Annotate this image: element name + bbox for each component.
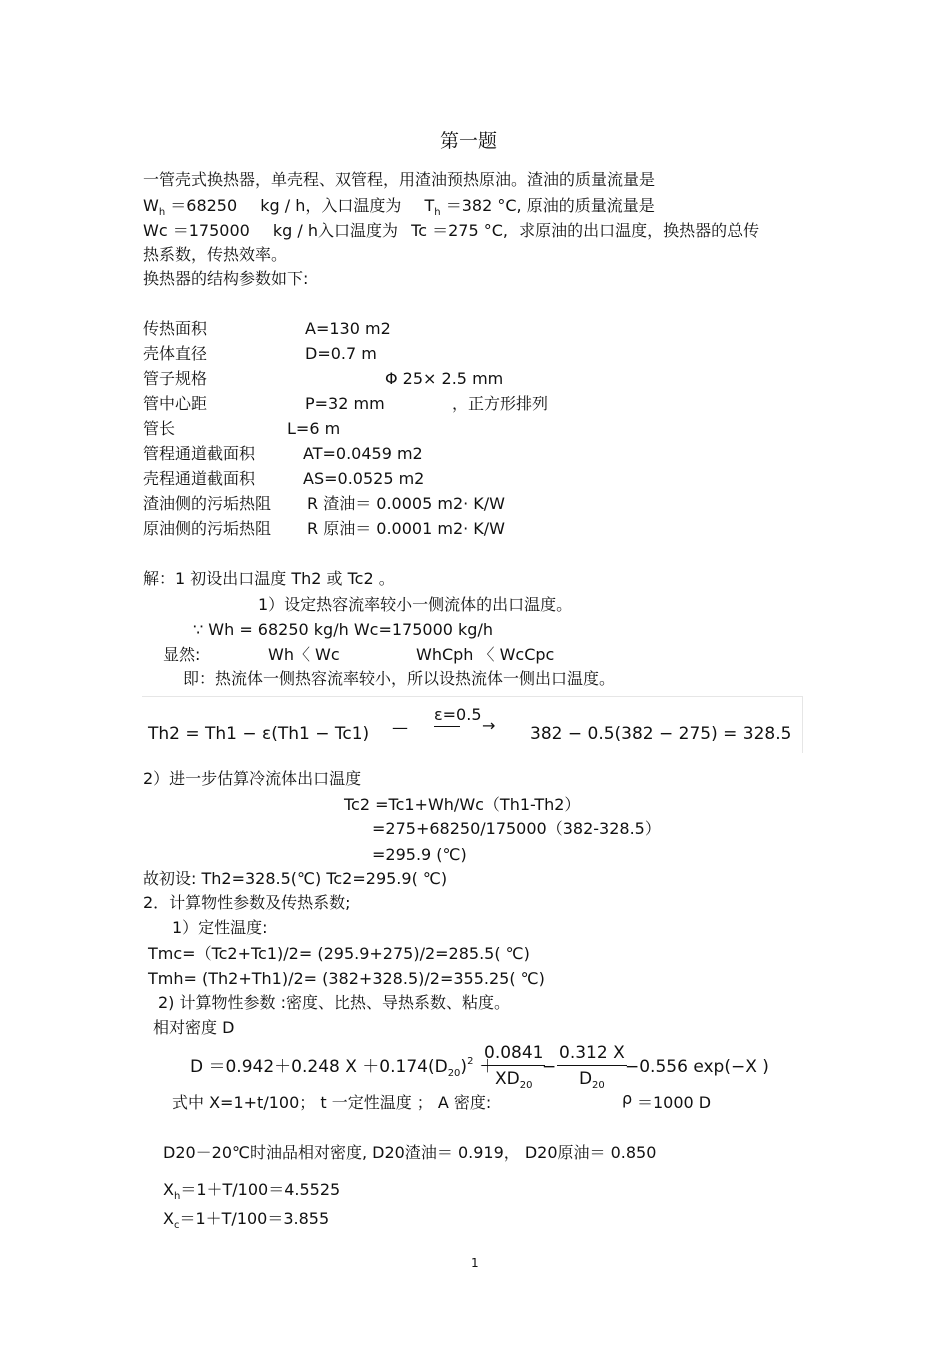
wc-unit: kg / h入口温度为 — [272, 221, 399, 240]
tc2-line-3: =295.9 (℃) — [372, 845, 467, 864]
wh-sub: h — [158, 207, 166, 218]
xc-label: X — [163, 1209, 174, 1228]
solution-step-2: 2）进一步估算冷流体出口温度 — [143, 769, 362, 788]
formula-term-1: ＋0.248 X — [274, 1057, 357, 1077]
param-value: A=130 m2 — [305, 319, 391, 338]
obvious-a: Wh〈 Wc — [268, 645, 340, 664]
intro-line-2-rest: 原油的质量流量是 — [526, 196, 655, 215]
formula-term-2-close: ) — [460, 1057, 468, 1077]
solution-step-3-2: 2) 计算物性参数 :密度、比热、导热系数、粘度。 — [158, 993, 510, 1012]
wc-label: Wc — [143, 221, 168, 240]
fraction-1-den-text: XD — [495, 1069, 520, 1089]
rho-equation: ＝1000 D — [637, 1093, 712, 1112]
formula-lhs: D ＝0.942 — [190, 1057, 275, 1077]
xc-value: ＝1＋T/100＝3.855 — [179, 1209, 330, 1228]
param-value: P=32 mm — [305, 394, 385, 413]
th-value: ＝382 °C, — [445, 196, 522, 215]
intro-line-2 — [143, 196, 655, 219]
fraction-2 — [557, 1043, 627, 1092]
param-value: R 渣油＝ 0.0005 m2· K/W — [307, 494, 506, 513]
tmh-line: Tmh= (Th2+Th1)/2= (382+328.5)/2=355.25( ℃) — [148, 969, 545, 988]
epsilon-underline — [434, 726, 460, 727]
param-name: 管子规格 — [143, 369, 208, 388]
fraction-2-den-sub: 20 — [592, 1080, 605, 1091]
equation-epsilon: ε=0.5 — [434, 705, 482, 724]
param-value: Φ 25× 2.5 mm — [385, 369, 504, 388]
obvious-label: 显然: — [163, 645, 201, 664]
tc-label: Tc — [411, 221, 427, 240]
param-note: ，正方形排列 — [452, 394, 549, 413]
fraction-2-numerator: 0.312 X — [557, 1043, 627, 1066]
equation-left: Th2 = Th1 − ε(Th1 − Tc1) — [148, 724, 370, 744]
param-name: 传热面积 — [143, 319, 208, 338]
wh-unit: kg / h，入口温度为 — [260, 196, 402, 215]
param-name: 渣油侧的污垢热阻 — [143, 494, 272, 513]
th-label: T — [424, 196, 435, 215]
tc2-line-1: Tc2 =Tc1+Wh/Wc（Th1-Th2） — [344, 795, 581, 814]
fraction-2-denominator — [557, 1066, 627, 1092]
density-formula — [190, 1057, 496, 1080]
formula-minus: − — [542, 1057, 557, 1077]
assume-line: 故初设: Th2=328.5(℃) Tc2=295.9( ℃) — [143, 869, 448, 888]
ie-line: 即：热流体一侧热容流率较小，所以设热流体一侧出口温度。 — [183, 669, 616, 688]
xh-value: ＝1＋T/100＝4.5525 — [180, 1180, 341, 1199]
wh-value: ＝68250 — [170, 196, 238, 215]
xc-line — [163, 1209, 329, 1232]
formula-term-2-sup: 2 — [467, 1056, 474, 1067]
param-name: 原油侧的污垢热阻 — [143, 519, 272, 538]
d20-line: D20－20℃时油品相对密度, D20渣油＝ 0.919， D20原油＝ 0.850 — [163, 1143, 657, 1162]
intro-line-5: 换热器的结构参数如下: — [143, 269, 309, 288]
formula-tail: −0.556 exp(−X ) — [625, 1057, 769, 1077]
param-value: AT=0.0459 m2 — [303, 444, 423, 463]
solution-step-1-1: 1）设定热容流率较小一侧流体的出口温度。 — [258, 595, 573, 614]
formula-plus: ＋ — [478, 1057, 496, 1077]
xc-sub: c — [173, 1220, 180, 1231]
because-line: ∵ Wh = 68250 kg/h Wc=175000 kg/h — [193, 620, 493, 639]
obvious-b: WhCph 〈 WcCpc — [416, 645, 555, 664]
fraction-1-den-sub: 20 — [519, 1080, 533, 1091]
intro-line-4: 热系数，传热效率。 — [143, 245, 288, 264]
param-name: 壳程通道截面积 — [143, 469, 256, 488]
param-name: 管程通道截面积 — [143, 444, 256, 463]
solution-step-1: 解：1 初设出口温度 Th2 或 Tc2 。 — [143, 569, 395, 588]
fraction-1 — [482, 1043, 545, 1092]
wh-label: W — [143, 196, 159, 215]
relative-density-label: 相对密度 D — [153, 1018, 235, 1037]
page-number: 1 — [471, 1256, 479, 1270]
param-value: R 原油＝ 0.0001 m2· K/W — [307, 519, 506, 538]
tmc-line: Tmc=（Tc2+Tc1)/2= (295.9+275)/2=285.5( ℃) — [148, 944, 530, 963]
param-value: L=6 m — [287, 419, 341, 438]
param-value: D=0.7 m — [305, 344, 377, 363]
fraction-1-denominator — [482, 1066, 545, 1092]
param-name: 壳体直径 — [143, 344, 208, 363]
fraction-2-den-text: D — [578, 1069, 593, 1089]
equation-arrow: → — [482, 716, 496, 735]
xh-sub: h — [173, 1191, 181, 1202]
solution-step-3: 2．计算物性参数及传热系数; — [143, 893, 351, 912]
intro-line-1: 一管壳式换热器，单壳程、双管程，用渣油预热原油。渣油的质量流量是 — [143, 170, 656, 189]
equation-dash: — — [392, 718, 408, 737]
param-name: 管中心距 — [143, 394, 208, 413]
param-value: AS=0.0525 m2 — [303, 469, 425, 488]
equation-right: 382 − 0.5(382 − 275) = 328.5 — [530, 724, 792, 744]
param-name: 管长 — [143, 419, 176, 438]
fraction-1-numerator: 0.0841 — [482, 1043, 545, 1066]
tc2-line-2: =275+68250/175000（382-328.5） — [372, 819, 661, 838]
formula-term-2-sub: 20 — [447, 1068, 461, 1079]
wc-value: ＝175000 — [172, 221, 250, 240]
solution-step-3-1: 1）定性温度: — [172, 918, 268, 937]
formula-term-2: ＋0.174(D — [362, 1057, 448, 1077]
intro-line-3 — [143, 221, 759, 241]
xh-line — [163, 1180, 340, 1203]
where-line: 式中 X=1+t/100； t 一定性温度 ； A 密度: — [172, 1093, 492, 1112]
tc-value: ＝275 °C, — [432, 221, 508, 240]
page-title: 第一题 — [440, 130, 498, 152]
xh-label: X — [163, 1180, 174, 1199]
rho-symbol: ρ — [622, 1089, 633, 1108]
intro-line-3-rest: 求原油的出口温度，换热器的总传 — [519, 221, 760, 240]
th-sub: h — [434, 207, 441, 218]
